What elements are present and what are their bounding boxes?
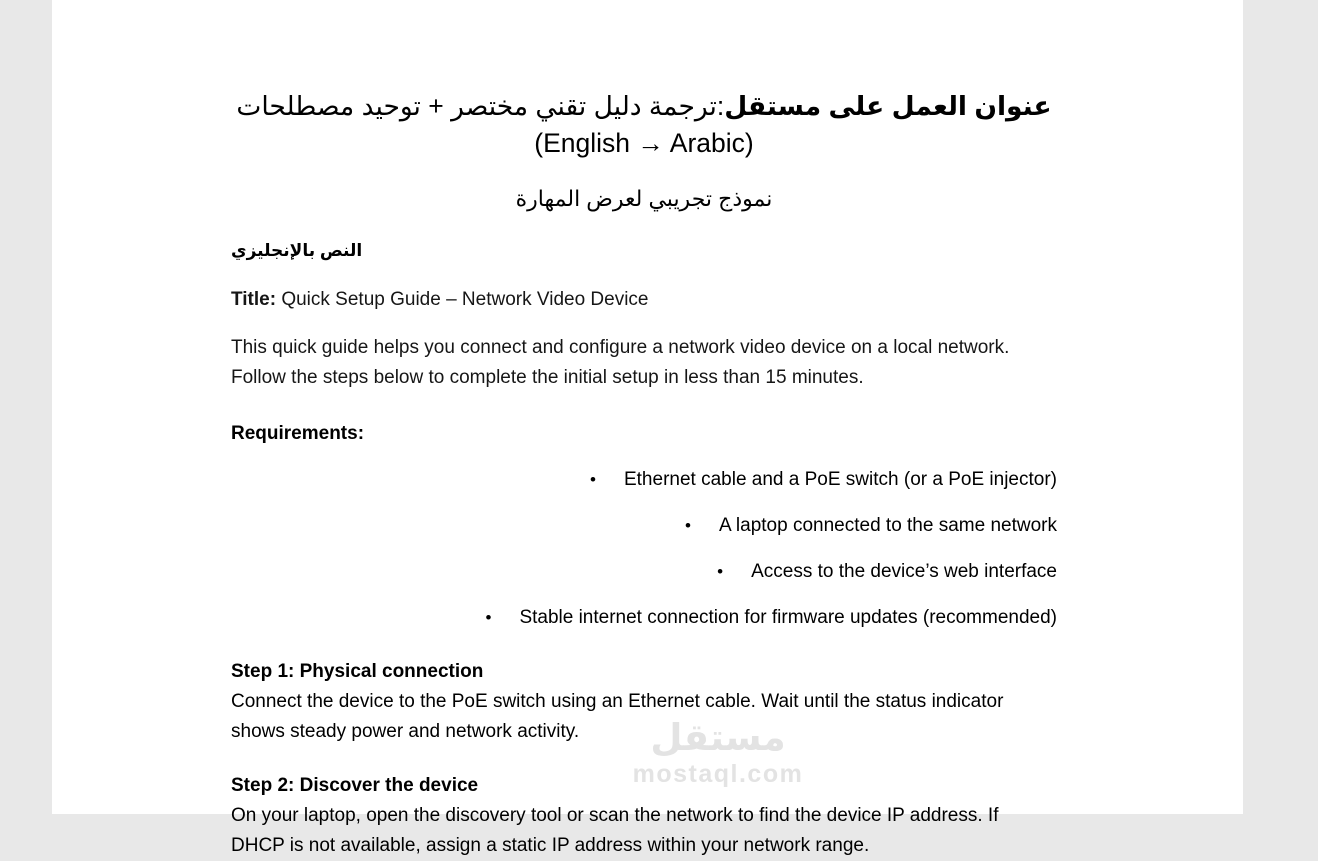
bullet-icon: • <box>685 516 691 535</box>
title-line <box>231 263 1057 315</box>
list-item-label: Stable internet connection for firmware updates (recommended) <box>519 607 1057 628</box>
list-item-label: Ethernet cable and a PoE switch (or a PoE injector) <box>623 469 1057 490</box>
document-page <box>52 0 1243 856</box>
requirements-list <box>231 449 1057 633</box>
requirements-heading: Requirements: <box>231 423 365 444</box>
list-item <box>231 587 1057 633</box>
list-item-label: Access to the device’s web interface <box>751 561 1057 582</box>
list-item <box>231 541 1057 587</box>
page-title-rest: :ترجمة دليل تقني مختصر + توحيد مصطلحات (English → Arabic) <box>236 91 754 158</box>
intro-paragraph: This quick guide helps you connect and configure a network video device on a local network. Follow the steps below to complete the initial setup in less than 15 minutes. <box>231 337 1010 388</box>
page-subtitle: نموذج تجريبي لعرض المهارة <box>515 186 773 211</box>
step-1-heading: Step 1: Physical connection <box>231 661 484 682</box>
step-1-text: Connect the device to the PoE switch using an Ethernet cable. Wait until the status indicator shows steady power and network activity. <box>231 691 1004 742</box>
page-title <box>231 0 1057 162</box>
bullet-icon: • <box>590 470 596 489</box>
bullet-icon: • <box>717 562 724 581</box>
list-item-label: A laptop connected to the same network <box>719 515 1057 536</box>
watermark-arabic-text: مستقل <box>650 717 786 758</box>
document-content <box>231 0 1057 861</box>
watermark-latin-text: mostaql.com <box>632 760 804 788</box>
section-heading-arabic: النص بالإنجليزي <box>231 241 363 260</box>
list-item <box>231 449 1057 495</box>
title-value: Quick Setup Guide – Network Video Device <box>276 289 649 310</box>
title-label: Title: <box>231 289 277 310</box>
list-item <box>231 495 1057 541</box>
step-2-text: On your laptop, open the discovery tool or scan the network to find the device IP address. If DHCP is not available, assign a static IP address within your network range. <box>231 805 999 856</box>
bullet-icon: • <box>485 608 492 627</box>
step-2-heading: Step 2: Discover the device <box>231 775 479 796</box>
page-title-bold-part: عنوان العمل على مستقل <box>724 91 1052 121</box>
